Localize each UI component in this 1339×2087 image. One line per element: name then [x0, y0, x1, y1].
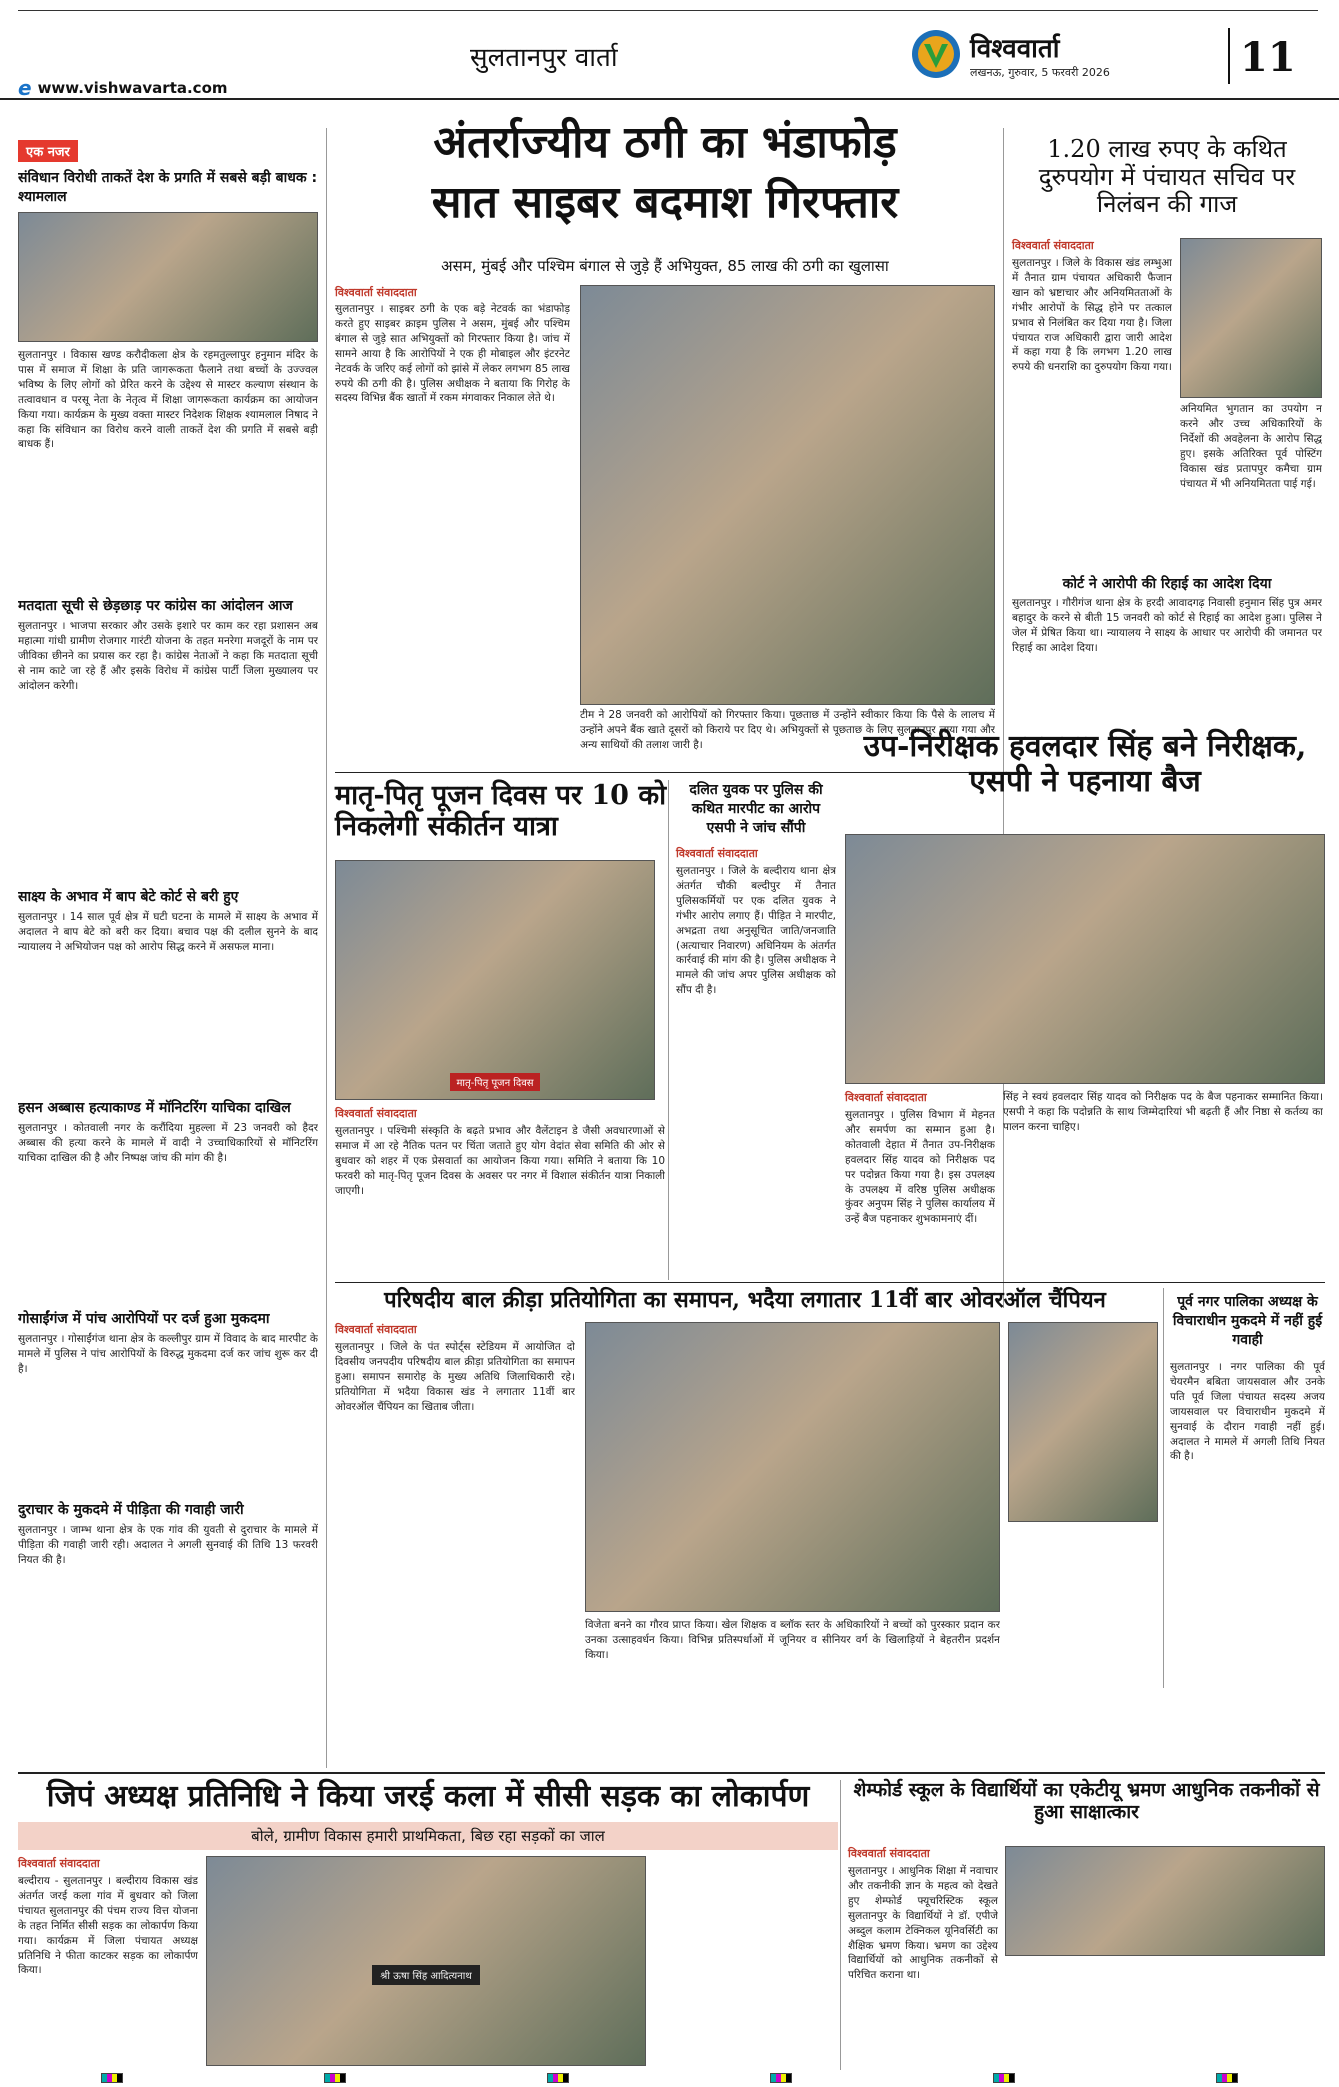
- registration-mark: [993, 2073, 1015, 2083]
- byline: विश्ववार्ता संवाददाता: [18, 1857, 100, 1870]
- story-subheadline: बोले, ग्रामीण विकास हमारी प्राथमिकता, बिछ रहा सड़कों का जाल: [251, 1827, 605, 1845]
- story-headline: 1.20 लाख रुपए के कथित दुरुपयोग में पंचायत सचिव पर निलंबन की गाज: [1038, 135, 1296, 219]
- website-link[interactable]: e www.vishwavarta.com: [18, 76, 228, 100]
- lead-photo: [580, 285, 995, 705]
- story-body: सुलतानपुर । गोसाईंगंज थाना क्षेत्र के कल्लीपुर ग्राम में विवाद के बाद मारपीट के मामले में पुलिस ने पांच आरोपियों के विरुद्ध मुकदमा दर्ज कर जांच शुरू कर दी है।: [18, 1333, 318, 1375]
- plaque-text: श्री ऊषा सिंह आदित्यनाथ: [372, 1965, 479, 1985]
- story-headline: हसन अब्बास हत्याकाण्ड में मॉनिटरिंग याचिका दाखिल: [18, 1100, 291, 1116]
- photo-caption: मातृ-पितृ पूजन दिवस: [450, 1073, 539, 1091]
- registration-mark: [1216, 2073, 1238, 2083]
- registration-mark: [101, 2073, 123, 2083]
- story-headline: उप-निरीक्षक हवलदार सिंह बने निरीक्षक, एसपी ने पहनाया बैज: [863, 729, 1307, 799]
- column-divider: [840, 1780, 841, 2070]
- section-title: सुलतानपुर वार्ता: [470, 43, 618, 73]
- byline: विश्ववार्ता संवाददाता: [335, 286, 417, 299]
- story-body: अनियमित भुगतान का उपयोग न करने और उच्च अधिकारियों के निर्देशों की अवहेलना के आरोप सिद्ध हुए। इसके अतिरिक्त पूर्व पोस्टिंग विकास खंड प्रतापपुर कमैचा ग्राम पंचायत में भी अनियमितता पाई गई।: [1180, 403, 1322, 490]
- story-headline: मातृ-पितृ पूजन दिवस पर 10 को निकलेगी संकीर्तन यात्रा: [335, 780, 667, 843]
- byline: विश्ववार्ता संवाददाता: [676, 847, 758, 860]
- byline: विश्ववार्ता संवाददाता: [845, 1091, 927, 1104]
- news-photo: [1005, 1846, 1325, 1956]
- subheadline-band: [18, 1822, 838, 1850]
- lead-headline: सात साइबर बदमाश गिरफ्तार: [431, 177, 899, 228]
- brand-name: विश्ववार्ता: [970, 33, 1060, 64]
- story-body: सुलतानपुर । विकास खण्ड करौदीकला क्षेत्र के रहमतुल्लापुर हनुमान मंदिर के पास में समाज में शिक्षा के प्रति जागरूकता फैलाने तथा बच्चों के उज्ज्वल भविष्य के लिए लोगों को प्रेरित करने के उद्देश्य से मास्टर कल्याण संस्थान के तत्वावधान व परसू नेता के नेतृत्व में शिक्षा जागरूकता कार्यक्रम का आयोजन किया गया। कार्यक्रम के मुख्य वक्ता मास्टर निदेशक शिक्षक श्यामलाल निषाद ने कहा कि संविधान का विरोध करने वाली ताकतें देश की प्रगति में सबसे बड़ी बाधक हैं।: [18, 349, 318, 451]
- lead-body-continued: टीम ने 28 जनवरी को आरोपियों को गिरफ्तार किया। पूछताछ में उन्होंने स्वीकार किया कि पैसे के लालच में उन्होंने अपने बैंक खाते दूसरों को किराये पर दिए थे। अभियुक्तों से पूछताछ के लिए सुलतानपुर लाया गया और अन्य साथियों की तलाश जारी है।: [580, 709, 995, 751]
- story-body: सुलतानपुर । जिले के पंत स्पोर्ट्स स्टेडियम में आयोजित दो दिवसीय जनपदीय परिषदीय बाल क्रीड़ा प्रतियोगिता का समापन हुआ। समापन समारोह के मुख्य अतिथि जिलाधिकारी रहे। प्रतियोगिता में भदैया विकास खंड ने लगातार 11वीं बार ओवरऑल चैंपियन का खिताब जीता।: [335, 1341, 575, 1413]
- top-rule: [18, 10, 1318, 11]
- story-body: सुलतानपुर । पश्चिमी संस्कृति के बढ़ते प्रभाव और वैलेंटाइन डे जैसी अवधारणाओं से समाज में आ रहे नैतिक पतन पर चिंता जताते हुए योग वेदांत सेवा समिति की ओर से बुधवार को शहर में एक प्रेसवार्ता का आयोजन किया गया। समिति ने बताया कि 10 फरवरी को मातृ-पितृ पूजन दिवस के अवसर पर नगर में विशाल संकीर्तन यात्रा निकाली जाएगी।: [335, 1125, 665, 1197]
- browser-e-icon: e: [18, 76, 32, 100]
- story-headline: साक्ष्य के अभाव में बाप बेटे कोर्ट से बरी हुए: [18, 889, 239, 905]
- column-divider: [326, 128, 327, 1768]
- news-photo: [18, 212, 318, 342]
- story-headline: गोसाईंगंज में पांच आरोपियों पर दर्ज हुआ मुकदमा: [18, 1311, 270, 1327]
- registration-mark: [770, 2073, 792, 2083]
- vishwavarta-logo-icon: [910, 28, 962, 80]
- news-photo: [206, 1856, 646, 2066]
- news-photo: [1008, 1322, 1158, 1522]
- dateline: लखनऊ, गुरुवार, 5 फरवरी 2026: [970, 65, 1110, 79]
- left-column: [18, 140, 318, 1765]
- byline: विश्ववार्ता संवाददाता: [335, 1107, 417, 1120]
- story-body: सुलतानपुर । कोतवाली नगर के करौंदिया मुहल्ला में 23 जनवरी को हैदर अब्बास की हत्या करने के मामले में वादी ने उच्चाधिकारियों से मॉनिटरिंग याचिका दाखिल की है और निष्पक्ष जांच की मांग की है।: [18, 1122, 318, 1164]
- news-photo: [845, 834, 1325, 1084]
- column-divider: [1163, 1288, 1164, 1688]
- registration-mark: [324, 2073, 346, 2083]
- byline: विश्ववार्ता संवाददाता: [1012, 239, 1094, 252]
- story-body: सिंह ने स्वयं हवलदार सिंह यादव को निरीक्षक पद के बैज पहनाकर सम्मानित किया। एसपी ने कहा कि पदोन्नति के साथ जिम्मेदारियां भी बढ़ती हैं और निष्ठा से कर्तव्य का पालन करना चाहिए।: [1003, 1091, 1323, 1133]
- page-number: 11: [1240, 34, 1296, 81]
- byline: विश्ववार्ता संवाददाता: [335, 1323, 417, 1336]
- section-rule: [18, 1772, 1325, 1774]
- story-body: सुलतानपुर । आधुनिक शिक्षा में नवाचार और तकनीकी ज्ञान के महत्व को देखते हुए शेम्फोर्ड फ्यूचरिस्टिक स्कूल सुलतानपुर के विद्यार्थियों ने डॉ. एपीजे अब्दुल कलाम टेक्निकल यूनिवर्सिटी का शैक्षिक भ्रमण किया। भ्रमण का उद्देश्य विद्यार्थियों को आधुनिक तकनीकों से परिचित कराना था।: [848, 1865, 998, 1982]
- column-divider: [668, 780, 669, 1280]
- story-body: सुलतानपुर । गौरीगंज थाना क्षेत्र के हरदी आवादगढ़ निवासी हनुमान सिंह पुत्र अमर बहादुर के करने से बीती 15 जनवरी को कोर्ट से रिहाई का आदेश हुआ। पुलिस ने जेल में प्रेषित किया था। न्यायालय ने साक्ष्य के आधार पर आरोपी की जमानत पर रिहाई का आदेश दिया।: [1012, 597, 1322, 654]
- story-body: सुलतानपुर । जाम्भ थाना क्षेत्र के एक गांव की युवती से दुराचार के मामले में पीड़िता की गवाही जारी रही। अदालत ने अगली सुनवाई की तिथि 13 फरवरी नियत की है।: [18, 1524, 318, 1566]
- story-headline: जिपं अध्यक्ष प्रतिनिधि ने किया जरई कला में सीसी सड़क का लोकार्पण: [46, 1779, 810, 1814]
- story-headline: परिषदीय बाल क्रीड़ा प्रतियोगिता का समापन, भदैया लगातार 11वीं बार ओवरऑल चैंपियन: [384, 1287, 1106, 1313]
- story-body: विजेता बनने का गौरव प्राप्त किया। खेल शिक्षक व ब्लॉक स्तर के अधिकारियों ने बच्चों को पुरस्कार प्रदान कर उनका उत्साहवर्धन किया। विभिन्न प्रतिस्पर्धाओं में जूनियर व सीनियर वर्ग के खिलाड़ियों ने बेहतरीन प्रदर्शन किया।: [585, 1619, 1000, 1661]
- lead-subheadline: असम, मुंबई और पश्चिम बंगाल से जुड़े हैं अभियुक्त, 85 लाख की ठगी का खुलासा: [441, 257, 889, 275]
- masthead: [0, 0, 1339, 100]
- print-registration-bar: [0, 2069, 1339, 2087]
- lead-body: सुलतानपुर । साइबर ठगी के एक बड़े नेटवर्क का भंडाफोड़ करते हुए साइबर क्राइम पुलिस ने असम, मुंबई और पश्चिम बंगाल से जुड़े सात अभियुक्तों को गिरफ्तार किया है। जांच में सामने आया है कि आरोपियों ने एक ही मोबाइल और इंटरनेट नेटवर्क के जरिए कई लोगों को झांसे में लेकर लगभग 85 लाख रुपये की ठगी की है। पुलिस अधीक्षक ने बताया कि गिरोह के सदस्य विभिन्न बैंक खातों में रकम मंगवाकर निकाल लेते थे।: [335, 303, 570, 405]
- news-photo: [335, 860, 655, 1100]
- story-body: सुलतानपुर । 14 साल पूर्व क्षेत्र में घटी घटना के मामले में साक्ष्य के अभाव में अदालत ने बाप बेटे को बरी कर दिया। बचाव पक्ष की दलील सुनने के बाद न्यायालय ने अभियोजन पक्ष को आरोप सिद्ध करने में असफल माना।: [18, 911, 318, 953]
- section-tag: एक नजर: [18, 140, 78, 162]
- section-rule: [335, 1282, 1325, 1283]
- story-body: सुलतानपुर । जिले के बल्दीराय थाना क्षेत्र अंतर्गत चौकी बल्दीपुर में तैनात पुलिसकर्मियों पर एक दलित युवक ने गंभीर आरोप लगाए हैं। पीड़ित ने मारपीट, अभद्रता तथा अनुसूचित जाति/जनजाति (अत्याचार निवारण) अधिनियम के अंतर्गत कार्रवाई की मांग की है। पुलिस अधीक्षक ने मामले की जांच अपर पुलिस अधीक्षक को सौंप दी है।: [676, 865, 836, 997]
- story-body: सुलतानपुर । भाजपा सरकार और उसके इशारे पर काम कर रहा प्रशासन अब महात्मा गांधी ग्रामीण रोजगार गारंटी योजना के तहत मनरेगा मजदूरों के नाम पर जीविका छीनने का प्रयास कर रहा है। कांग्रेस नेताओं ने कहा कि मतदाता सूची से नाम काटे जा रहे हैं और इसके विरोध में कांग्रेस पार्टी जिला मुख्यालय पर आंदोलन करेगी।: [18, 620, 318, 692]
- story-body: सुलतानपुर । पुलिस विभाग में मेहनत और समर्पण का सम्मान हुआ है। कोतवाली देहात में तैनात उप-निरीक्षक हवलदार सिंह यादव को निरीक्षक पद पर पदोन्नत किया गया है। इस उपलक्ष्य के उपलक्ष्य में वरिष्ठ पुलिस अधीक्षक कुंवर अनुपम सिंह ने पुलिस कार्यालय में उन्हें बैज पहनाकर शुभकामनाएं दीं।: [845, 1109, 995, 1226]
- story-headline: कोर्ट ने आरोपी की रिहाई का आदेश दिया: [1062, 576, 1272, 592]
- story-headline: दुराचार के मुकदमे में पीड़िता की गवाही जारी: [18, 1502, 244, 1518]
- story-body: सुलतानपुर । नगर पालिका की पूर्व चेयरमैन बबिता जायसवाल और उनके पति पूर्व जिला पंचायत सदस्य अजय जायसवाल पर विचाराधीन मुकदमे में सुनवाई के दौरान गवाही नहीं हुई। अदालत ने मामले में अगली तिथि नियत की है।: [1170, 1361, 1325, 1463]
- news-photo: [1180, 238, 1322, 398]
- news-photo: [585, 1322, 1000, 1612]
- story-headline: पूर्व नगर पालिका अध्यक्ष के विचाराधीन मुकदमे में नहीं हुई गवाही: [1172, 1294, 1323, 1348]
- story-headline: दलित युवक पर पुलिस की कथित मारपीट का आरोप एसपी ने जांच सौंपी: [689, 782, 823, 836]
- lead-headline: अंतर्राज्यीय ठगी का भंडाफोड़: [433, 117, 897, 168]
- story-headline: शेम्फोर्ड स्कूल के विद्यार्थियों का एकेटीयू भ्रमण आधुनिक तकनीकों से हुआ साक्षात्कार: [853, 1779, 1320, 1823]
- byline: विश्ववार्ता संवाददाता: [848, 1847, 930, 1860]
- page-number-divider: [1228, 28, 1230, 84]
- story-headline: मतदाता सूची से छेड़छाड़ पर कांग्रेस का आंदोलन आज: [18, 598, 293, 614]
- registration-mark: [547, 2073, 569, 2083]
- story-headline: संविधान विरोधी ताकतें देश के प्रगति में सबसे बड़ी बाधक : श्यामलाल: [18, 170, 318, 205]
- story-body: बल्दीराय - सुलतानपुर । बल्दीराय विकास खंड अंतर्गत जरई कला गांव में बुधवार को जिला पंचायत सुलतानपुर की पंचम राज्य वित्त योजना के तहत निर्मित सीसी सड़क का लोकार्पण किया गया। कार्यक्रम में जिला पंचायत अध्यक्ष प्रतिनिधि ने फीता काटकर सड़क का लोकार्पण किया।: [18, 1875, 198, 1977]
- story-body: सुलतानपुर । जिले के विकास खंड लम्भुआ में तैनात ग्राम पंचायत अधिकारी फैजान खान को भ्रष्टाचार और अनियमितताओं के गंभीर आरोपों के सिद्ध होने पर तत्काल प्रभाव से निलंबित कर दिया गया है। जिला पंचायत राज अधिकारी द्वारा जारी आदेश में कहा गया है कि लगभग 1.20 लाख रुपये की धनराशि का दुरुपयोग किया गया।: [1012, 257, 1172, 374]
- brand-logo: [910, 28, 1110, 80]
